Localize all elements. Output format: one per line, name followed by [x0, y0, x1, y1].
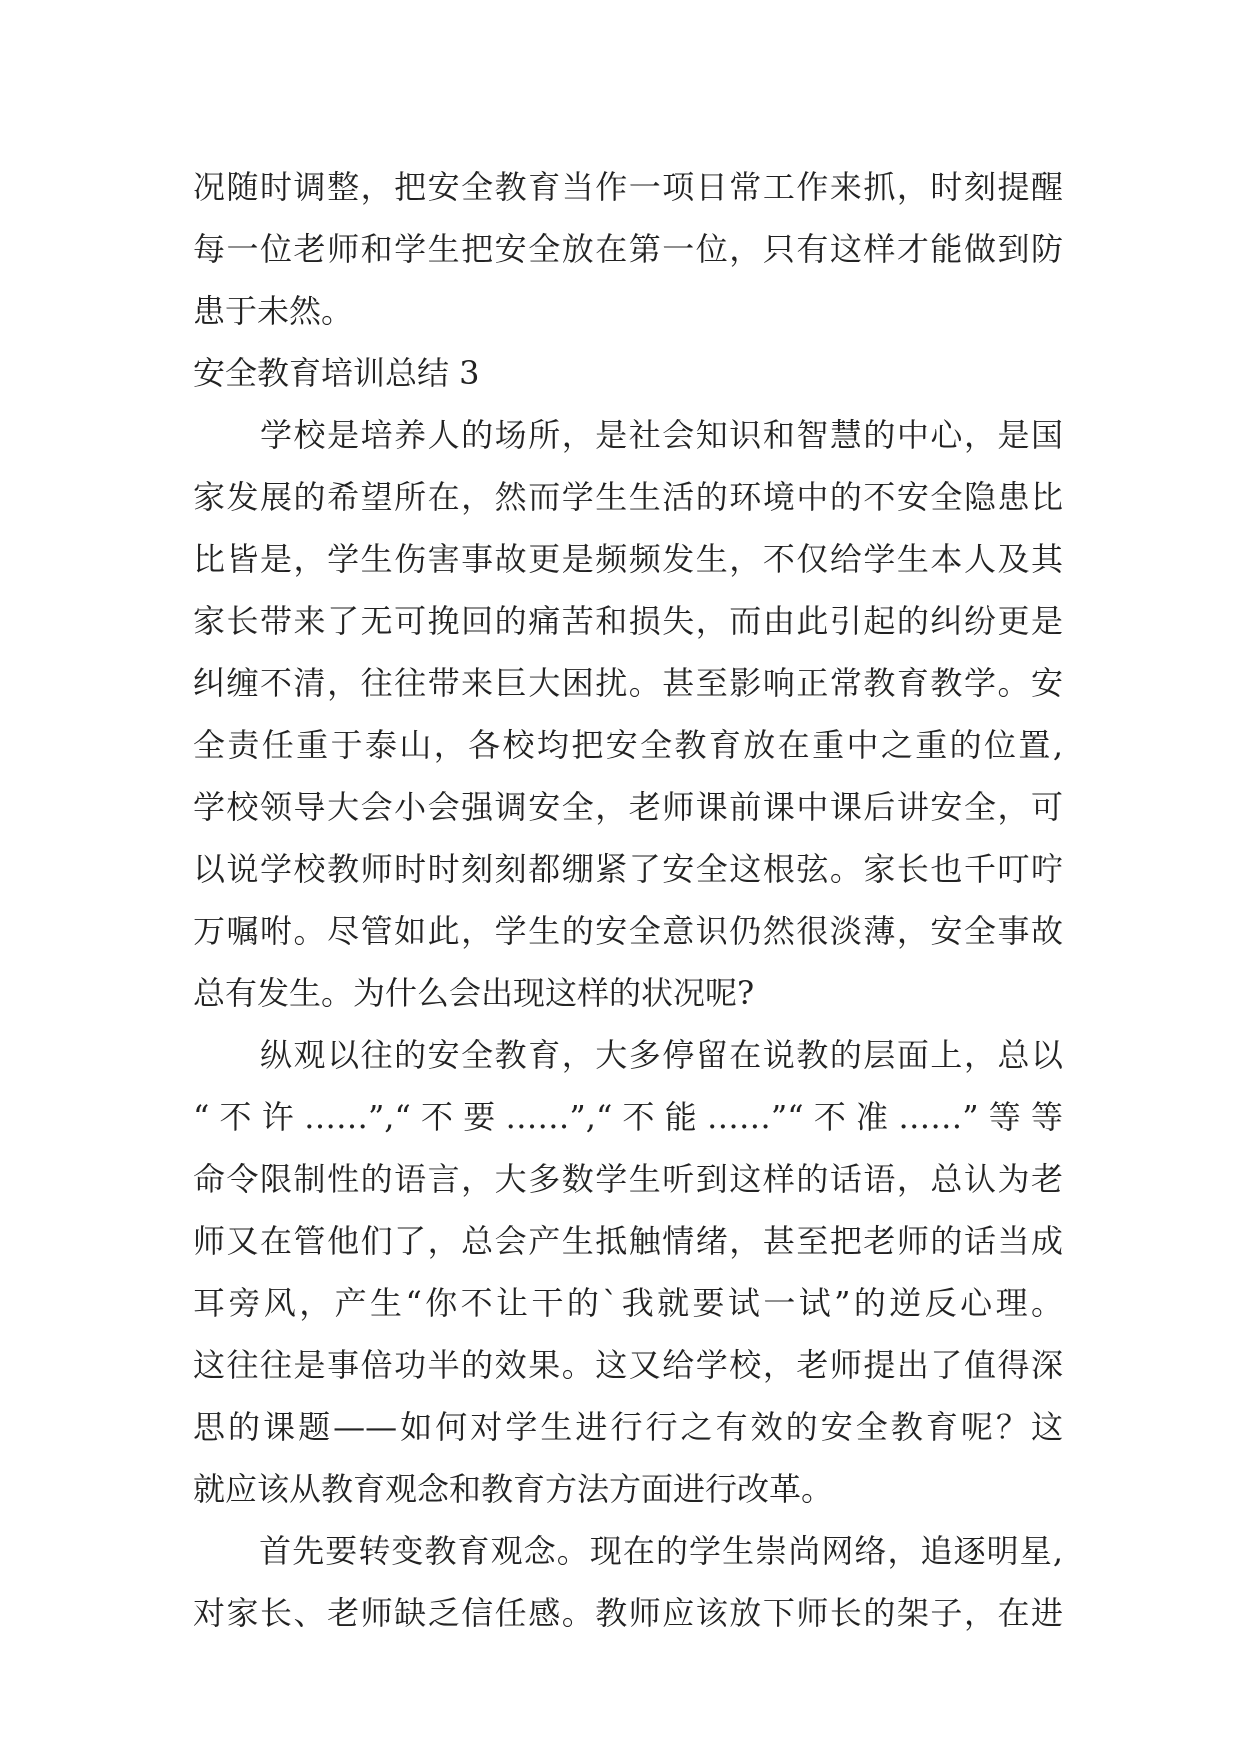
text-line: 对家长、老师缺乏信任感。教师应该放下师长的架子，在进: [193, 1594, 1063, 1632]
text-line: 全责任重于泰山，各校均把安全教育放在重中之重的位置,: [193, 726, 1063, 764]
text-line: 比皆是，学生伤害事故更是频频发生，不仅给学生本人及其: [193, 540, 1063, 578]
text-line: 纠缠不清，往往带来巨大困扰。甚至影响正常教育教学。安: [193, 664, 1063, 702]
text-line: “不许……”,“不要……”,“不能……”“不准……”等等: [193, 1098, 1063, 1136]
text-line: 学校领导大会小会强调安全，老师课前课中课后讲安全，可: [193, 788, 1063, 826]
document-body: [193, 156, 1063, 1644]
text-line: 总有发生。为什么会出现这样的状况呢?: [193, 974, 755, 1012]
text-line: 师又在管他们了，总会产生抵触情绪，甚至把老师的话当成: [193, 1222, 1063, 1260]
text-line: 耳旁风，产生“你不让干的`我就要试一试”的逆反心理。: [193, 1284, 1063, 1322]
text-line: 患于未然。: [193, 292, 354, 330]
text-line: 思的课题——如何对学生进行行之有效的安全教育呢？这: [193, 1408, 1063, 1446]
text-line: 况随时调整，把安全教育当作一项日常工作来抓，时刻提醒: [193, 168, 1063, 206]
text-line: 就应该从教育观念和教育方法方面进行改革。: [193, 1470, 834, 1508]
text-line: 这往往是事倍功半的效果。这又给学校，老师提出了值得深: [193, 1346, 1063, 1384]
text-line: 纵观以往的安全教育，大多停留在说教的层面上，总以: [193, 1036, 1063, 1074]
text-line: 家长带来了无可挽回的痛苦和损失，而由此引起的纠纷更是: [193, 602, 1063, 640]
text-line: 命令限制性的语言，大多数学生听到这样的话语，总认为老: [193, 1160, 1063, 1198]
text-line: 首先要转变教育观念。现在的学生崇尚网络，追逐明星,: [193, 1532, 1063, 1570]
text-line: 家发展的希望所在，然而学生生活的环境中的不安全隐患比: [193, 478, 1063, 516]
section-heading: 安全教育培训总结 3: [193, 354, 480, 392]
text-line: 学校是培养人的场所，是社会知识和智慧的中心，是国: [193, 416, 1063, 454]
text-line: 以说学校教师时时刻刻都绷紧了安全这根弦。家长也千叮咛: [193, 850, 1063, 888]
text-line: 每一位老师和学生把安全放在第一位，只有这样才能做到防: [193, 230, 1063, 268]
text-line: 万嘱咐。尽管如此，学生的安全意识仍然很淡薄，安全事故: [193, 912, 1063, 950]
